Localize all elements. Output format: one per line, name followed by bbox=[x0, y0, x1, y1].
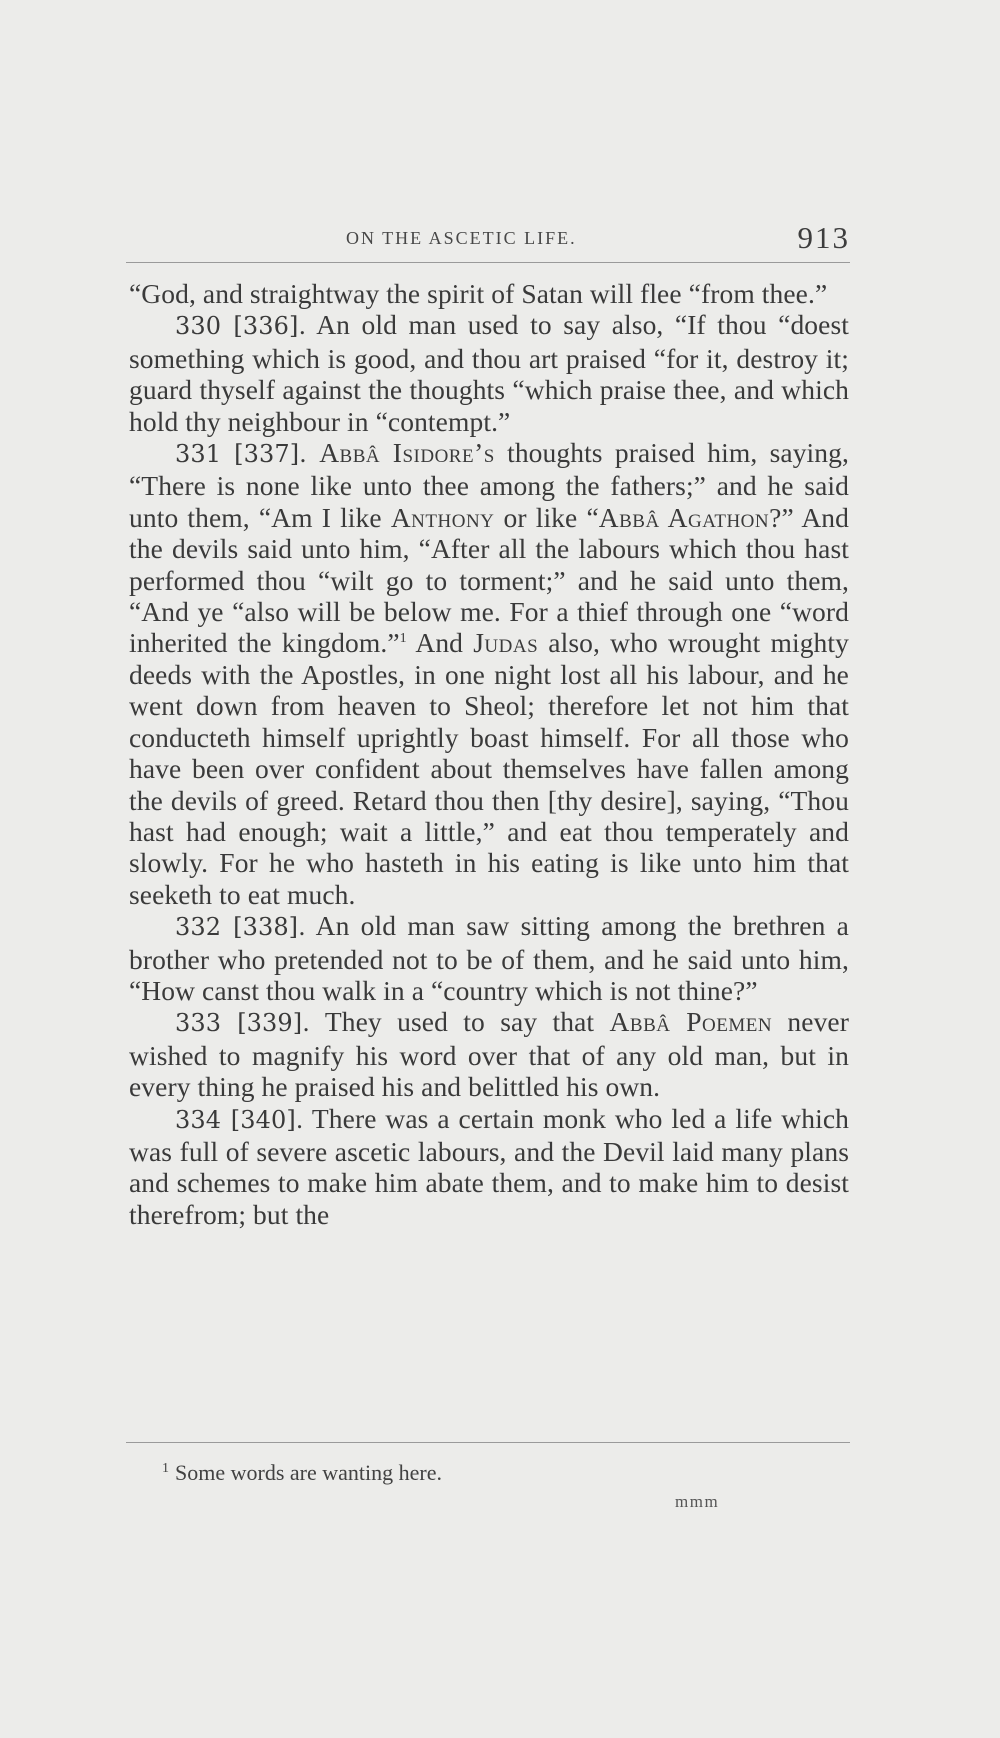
paragraph-number: 334 [340]. bbox=[175, 1105, 304, 1134]
paragraph-333 bbox=[129, 1006, 849, 1102]
paragraph-text: never wished to magnify his word over that of any old man, but in every thing he praised his and belittled his own. bbox=[129, 1006, 849, 1103]
name-agathon: Abbâ Agathon bbox=[598, 501, 770, 533]
paragraph-number: 331 [337]. bbox=[175, 440, 307, 469]
running-head: ON THE ASCETIC LIFE. bbox=[346, 228, 577, 248]
paragraph-text: An old man saw sitting among the brethren a brother who pretended not to be of them, and he said unto him, “How canst thou walk in a “country which is not thine?” bbox=[129, 910, 849, 1006]
paragraph-text: or like “ bbox=[494, 501, 599, 533]
paragraph-text: There was a certain monk who led a life which was full of severe ascetic labours, and the Devil laid many plans and schemes to make him abate them, and to make him to desist therefrom; but the bbox=[129, 1102, 849, 1230]
paragraph-text: They used to say that bbox=[309, 1006, 610, 1038]
paragraph-text: An old man used to say also, “If thou “doest something which is good, and thou art praised “for it, destroy it; guard thyself against the thoughts “which praise thee, and which hold thy neighbour in “contempt.” bbox=[129, 309, 849, 437]
paragraph-number: 333 [339]. bbox=[175, 1009, 310, 1038]
paragraph-334 bbox=[129, 1103, 849, 1231]
name-anthony: Anthony bbox=[390, 501, 495, 533]
page-number: 913 bbox=[797, 220, 850, 255]
paragraph-continuation: “God, and straightway the spirit of Satan will flee “from thee.” bbox=[129, 278, 828, 309]
paragraph-text: And bbox=[406, 627, 474, 659]
footnote bbox=[162, 1460, 442, 1486]
name-isidore: Abbâ Isidore’s bbox=[319, 437, 495, 469]
paragraph-332 bbox=[129, 910, 849, 1006]
footnote-rule bbox=[126, 1442, 850, 1443]
printer-signature: mmm bbox=[675, 1492, 720, 1511]
paragraph-number: 330 [336]. bbox=[175, 312, 307, 341]
footnote-text: Some words are wanting here. bbox=[175, 1460, 442, 1485]
paragraph-text: thoughts praised him, saying, “There is none like unto thee among the fathers;” and he said unto them, “Am I like bbox=[129, 437, 849, 533]
paragraph-number: 332 [338]. bbox=[175, 913, 306, 942]
paragraph-330 bbox=[129, 309, 849, 437]
paragraph-text: also, who wrought mighty deeds with the Apostles, in one night lost all his labour, and he went down from heaven to Sheol; therefore let not him that conducteth himself uprightly boast himself. For all those who have been over confident about themselves have fallen among the devils of greed. Retard thou then [thy desire], saying, “Thou hast had enough; wait a little,” and eat thou temperately and slowly. For he who hasteth in his eating is like unto him that seeketh to eat much. bbox=[129, 627, 849, 910]
name-poemen: Abbâ Poemen bbox=[609, 1006, 773, 1038]
page-header bbox=[126, 222, 850, 262]
paragraph-331 bbox=[129, 437, 849, 910]
header-rule bbox=[126, 262, 850, 263]
body-text bbox=[129, 278, 849, 1230]
name-judas: Judas bbox=[473, 627, 539, 659]
paragraph-text: ?” And the devils said unto him, “After all the labours which thou hast performed thou “wilt go to torment;” and he said unto them, “And ye “also will be below me. For a thief through one “word inherited the kingdom.” bbox=[129, 501, 849, 659]
footnote-reference: 1 bbox=[399, 631, 407, 647]
footnote-mark: 1 bbox=[162, 1460, 169, 1476]
